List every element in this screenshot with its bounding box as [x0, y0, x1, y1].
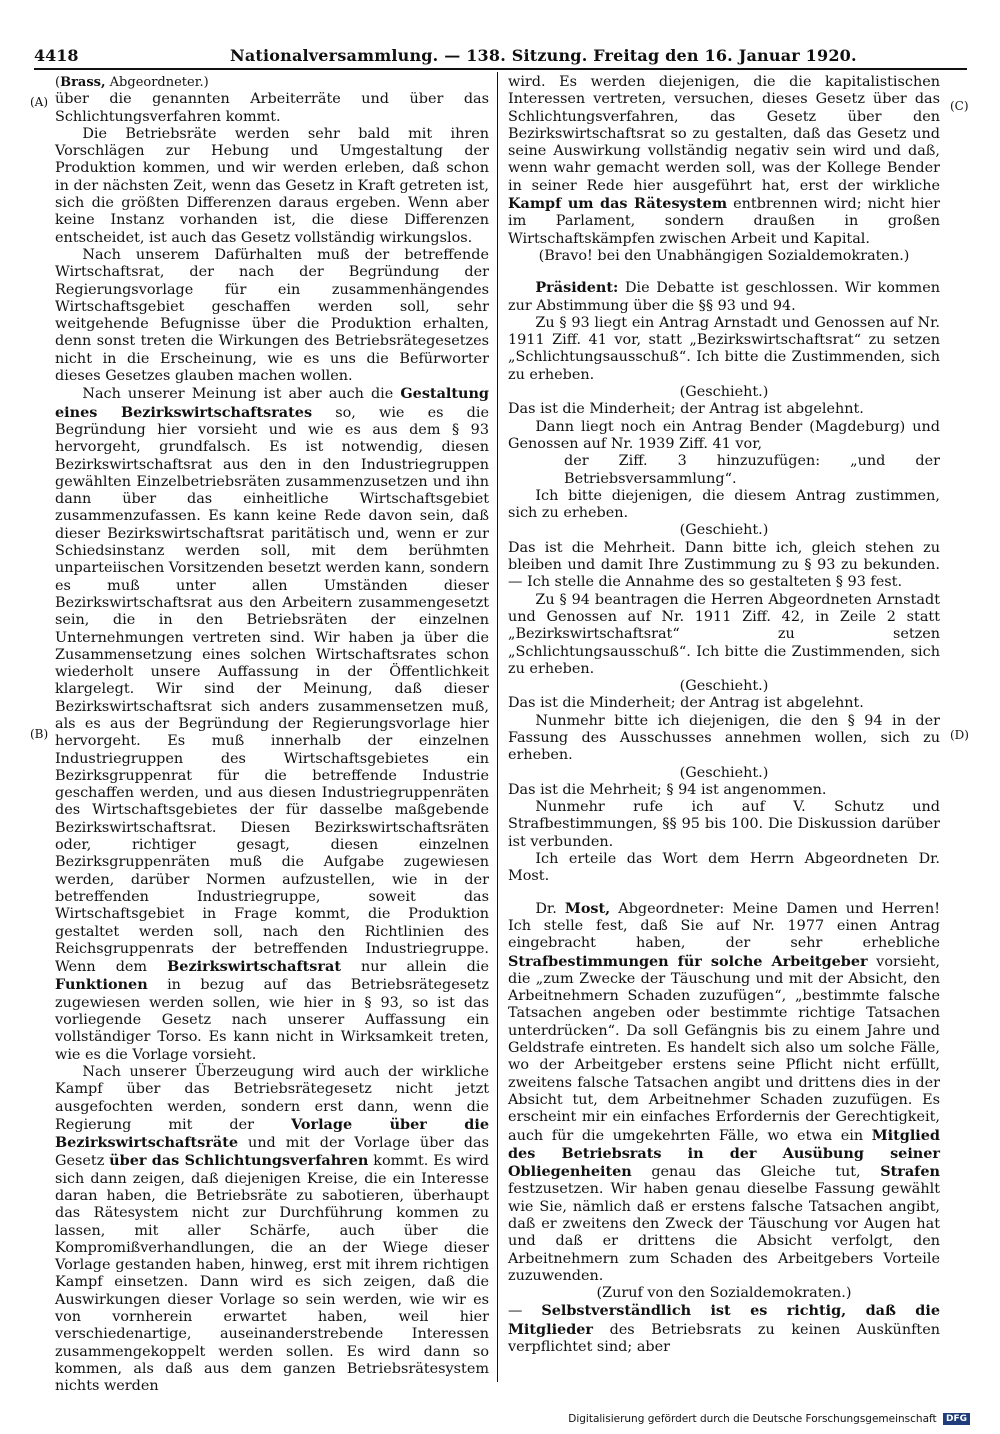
paragraph: Das ist die Minderheit; der Antrag ist abgelehnt. — [508, 401, 864, 418]
paragraph: Nach unserer Meinung ist aber auch die Gestaltung eines Bezirkswirtschaftsrates so, wie es die Begründung hier vorsieht und wie es aus dem § 93 hervorgeht, grundfalsch. Es ist notwendig, diesen Bezirkswirtschaftsrat aus den in den Industriegruppen gewählten Einzelbetriebsräten zusammenzusetzen und ihn dann über das einheitliche Wirtschaftsgebiet zusammenzufassen. Es kann keine Rede davon sein, daß dieser Bezirkswirtschaftsrat paritätisch und, wenn er zur Schiedsinstanz werden soll, mit dem berühmten unparteiischen Vorsitzenden besetzt werden kann, sondern es muß unter allen Umständen dieser Bezirkswirtschaftsrat aus den Arbeitern zusammengesetzt sein, die in den Betriebsräten der einzelnen Unternehmungen vertreten sind. Wir haben ja über die Zusammensetzung eines solchen Wirtschaftsrates schon wiederholt unsere Auffassung in der Öffentlichkeit klargelegt. Wir sind der Meinung, daß dieser Bezirkswirtschaftsrat sich anders zusammensetzen muß, als es aus der Begründung der Regierungsvorlage hier hervorgeht. Es muß innerhalb der einzelnen Industriegruppen des Wirtschaftsgebietes ein Bezirksgruppenrat für die betreffende Industrie geschaffen werden, und aus diesen Industriegruppenräten des Wirtschaftsgebietes der für dasselbe maßgebende Bezirkswirtschaftsrat. Diesen Bezirkswirtschaftsräten oder, richtiger gesagt, diesen einzelnen Bezirksgruppenräten muß die Aufgabe zugewiesen werden, darüber Normen aufzustellen, wie in der betreffenden Industriegruppe, soweit das Wirtschaftsgebiet in Frage kommt, die Produktion gestaltet werden soll, nach den Richtlinien des Reichsgruppenrats der betreffenden Industriegruppe. Wenn dem Bezirkswirtschaftsrat nur allein die Funktionen in bezug auf das Betriebsrätegesetz zugewiesen werden sollen, wie hier in § 93, so ist das vorliegende Gesetz nach unserer Auffassung ein vollständiger Torso. Es kann nicht in Wirksamkeit treten, wie es die Vorlage vorsieht. — [55, 385, 489, 1063]
paragraph: Das ist die Mehrheit. Dann bitte ich, gleich stehen zu bleiben und damit Ihre Zustimmung zu § 93 zu bekunden. — Ich stelle die Annahme des so gestalteten § 93 fest. — [508, 539, 940, 591]
speaker-name: Most, — [564, 899, 611, 917]
page-number: 4418 — [34, 46, 79, 65]
paragraph: Zu § 93 liegt ein Antrag Arnstadt und Genossen auf Nr. 1911 Ziff. 41 vor, statt „Bezirkswirtschaftsrat“ zu setzen „Schlichtungsausschuß“. Ich bitte die Zustimmenden, sich zu erheben. — [508, 314, 940, 383]
emphasis: Strafbestimmungen für solche Arbeitgeber — [508, 952, 868, 970]
paragraph: über die genannten Arbeiterräte und über das Schlichtungsverfahren kommt. — [55, 91, 489, 125]
margin-mark-b: (B) — [30, 727, 49, 741]
paragraph: Das ist die Mehrheit; § 94 ist angenommen. — [508, 781, 827, 798]
paragraph: Das ist die Minderheit; der Antrag ist abgelehnt. — [508, 695, 864, 712]
dfg-logo: DFG — [943, 1413, 970, 1425]
speaker-name: Präsident: — [535, 279, 619, 297]
paragraph: Zu § 94 beantragen die Herren Abgeordneten Arnstadt und Genossen auf Nr. 1911 Ziff. 42, in Zeile 2 statt „Bezirkswirtschaftsrat“ zu setzen „Schlichtungsausschuß“. Ich bitte die Zustimmenden, sich zu erheben. — [508, 591, 940, 677]
margin-mark-c: (C) — [950, 99, 969, 113]
paragraph: Nach unserem Dafürhalten muß der betreffende Wirtschaftsrat, der nach der Begründung der Regierungsvorlage für ein zusammenhängendes Wirtschaftsgebiet geschaffen werden soll, sehr weitgehende Befugnisse über die Produktion erhalten, denn sonst treten die Wirkungen des Betriebsrätegesetzes nicht in die Erscheinung, wie es uns die Befürworter dieses Gesetzes glauben machen wollen. — [55, 246, 489, 385]
interjection: (Bravo! bei den Unabhängigen Sozialdemokraten.) — [538, 247, 910, 264]
page-header-title: Nationalversammlung. — 138. Sitzung. Freitag den 16. Januar 1920. — [230, 46, 857, 65]
emphasis: Selbstverständlich ist es richtig, daß die Mitglieder — [508, 1302, 940, 1338]
column-divider — [497, 72, 498, 1382]
paragraph: Ich erteile das Wort dem Herrn Abgeordneten Dr. Most. — [508, 851, 940, 885]
interjection: (Geschieht.) — [679, 678, 769, 695]
paragraph: der Ziff. 3 hinzuzufügen: „und der Betriebsversammlung“. — [564, 453, 940, 487]
interjection: (Zuruf von den Sozialdemokraten.) — [596, 1285, 852, 1302]
footer-credit — [568, 1413, 970, 1425]
margin-mark-d: (D) — [950, 728, 969, 742]
paragraph: Nunmehr rufe ich auf V. Schutz und Strafbestimmungen, §§ 95 bis 100. Die Diskussion darüber ist verbunden. — [508, 799, 940, 850]
emphasis: Bezirkswirtschaftsrat — [167, 958, 341, 976]
interjection: (Geschieht.) — [679, 764, 769, 781]
footer-text: Digitalisierung gefördert durch die Deutsche Forschungsgemeinschaft — [568, 1413, 937, 1425]
left-column — [55, 74, 489, 1396]
paragraph: wird. Es werden diejenigen, die die kapitalistischen Interessen vertreten, versuchen, dieses Gesetz über das Schlichtungsverfahren, das Gesetz über den Bezirkswirtschaftsrat so zu gestalten, daß das Gesetz und seine Auswirkung vollständig negativ sein wird und daß, wenn wahr gemacht werden soll, was der Kollege Bender in seiner Rede hier ausgeführt hat, erst der wirkliche Kampf um das Rätesystem entbrennen wird; nicht hier im Parlament, sondern draußen in großen Wirtschaftskämpfen zwischen Arbeit und Kapital. — [508, 74, 940, 247]
right-column — [508, 74, 940, 1356]
paragraph: Dann liegt noch ein Antrag Bender (Magdeburg) und Genossen auf Nr. 1939 Ziff. 41 vor, — [508, 418, 940, 452]
speaker-name: Brass, — [60, 75, 106, 90]
speaker-note: (Brass, Abgeordneter.) — [55, 75, 209, 90]
paragraph: Die Betriebsräte werden sehr bald mit ihren Vorschlägen zur Hebung und Umgestaltung der Produktion kommen, und wir werden erleben, daß schon in der nächsten Zeit, wenn das Gesetz in Kraft getreten ist, sich die größten Differenzen daraus ergeben. Wenn aber keine Instanz vorhanden ist, die diese Differenzen entscheidet, ist auch das Gesetz vollständig wirkungslos. — [55, 125, 489, 246]
emphasis: Kampf um das Rätesystem — [508, 195, 728, 213]
emphasis: Mitglied des Betriebsrats in der Ausübung seiner Obliegenheiten — [508, 1126, 940, 1181]
page-header — [34, 40, 967, 68]
paragraph: Nach unserer Überzeugung wird auch der wirkliche Kampf über das Betriebsrätegesetz nicht jetzt ausgefochten werden, sondern erst dann, wenn die Regierung mit der Vorlage über die Bezirkswirtschaftsräte und mit der Vorlage über das Gesetz über das Schlichtungsverfahren kommt. Es wird sich dann zeigen, daß diejenigen Kreise, die ein Interesse daran haben, die Betriebsräte zu sabotieren, überhaupt das Rätesystem nicht zur Durchführung kommen zu lassen, mit aller Schärfe, auch über die Kompromißverhandlungen, die an der Wiege dieser Vorlage gestanden haben, hinweg, erst mit ihrem richtigen Kampf einsetzen. Dann wird es sich zeigen, daß die Auswirkungen dieser Vorlage so sein werden, wie wir es von vornherein erwartet haben, weil hier verschiedenartige, auseinanderstrebende Interessen zusammengekoppelt werden sollen. Es wird dann so kommen, als daß aus dem ganzen Betriebsrätesystem nichts werden — [55, 1063, 489, 1395]
speaker-role: Abgeordneter.) — [109, 75, 209, 90]
emphasis: über das Schlichtungsverfahren — [109, 1152, 369, 1170]
emphasis: Gestaltung eines Bezirkswirtschaftsrates — [55, 385, 489, 421]
paragraph: Nunmehr bitte ich diejenigen, die den § 94 in der Fassung des Ausschusses annehmen wollen, sich zu erheben. — [508, 712, 940, 764]
margin-mark-a: (A) — [30, 95, 49, 109]
header-rule — [34, 68, 967, 70]
emphasis: Funktionen — [55, 976, 148, 994]
interjection: (Geschieht.) — [679, 384, 769, 401]
paragraph: Dr. Most, Abgeordneter: Meine Damen und Herren! Ich stelle fest, daß Sie auf Nr. 1977 einen Antrag eingebracht haben, der sehr erhebliche Strafbestimmungen für solche Arbeitgeber vorsieht, die „zum Zwecke der Täuschung und mit der Absicht, den Arbeitnehmern Schaden zuzufügen“, „bestimmte falsche Tatsachen angeben oder bestimmte richtige Tatsachen unterdrücken“. Da soll Gefängnis bis zu einem Jahre und Geldstrafe eintreten. Es handelt sich also um solche Fälle, wo der Arbeitgeber erstens seine Pflicht nicht erfüllt, zweitens falsche Tatsachen angibt und drittens dies in der Absicht tut, dem Arbeitnehmer Schaden zuzufügen. Es erscheint mir ein einfaches Erfordernis der Gerechtigkeit, auch für die umgekehrten Fälle, wo etwa ein Mitglied des Betriebsrats in der Ausübung seiner Obliegenheiten genau das Gleiche tut, Strafen festzusetzen. Wir haben genau dieselbe Fassung gewählt wie Sie, nämlich daß er erstens falsche Tatsachen angibt, daß er zweitens den Zweck der Täuschung vor Augen hat und daß er drittens die Absicht verfolgt, den Arbeitnehmern zum Schaden des Arbeitgebers Vorteile zuzuwenden. — [508, 899, 940, 1284]
emphasis: Strafen — [880, 1163, 940, 1181]
emphasis: Vorlage über die Bezirkswirtschaftsräte — [55, 1115, 489, 1152]
paragraph: Ich bitte diejenigen, die diesem Antrag zustimmen, sich zu erheben. — [508, 487, 940, 522]
paragraph: — Selbstverständlich ist es richtig, daß die Mitglieder des Betriebsrats zu keinen Auskünften verpflichtet sind; aber — [508, 1302, 940, 1356]
interjection: (Geschieht.) — [679, 522, 769, 539]
paragraph: Präsident: Die Debatte ist geschlossen. Wir kommen zur Abstimmung über die §§ 93 und 94. — [508, 279, 940, 314]
